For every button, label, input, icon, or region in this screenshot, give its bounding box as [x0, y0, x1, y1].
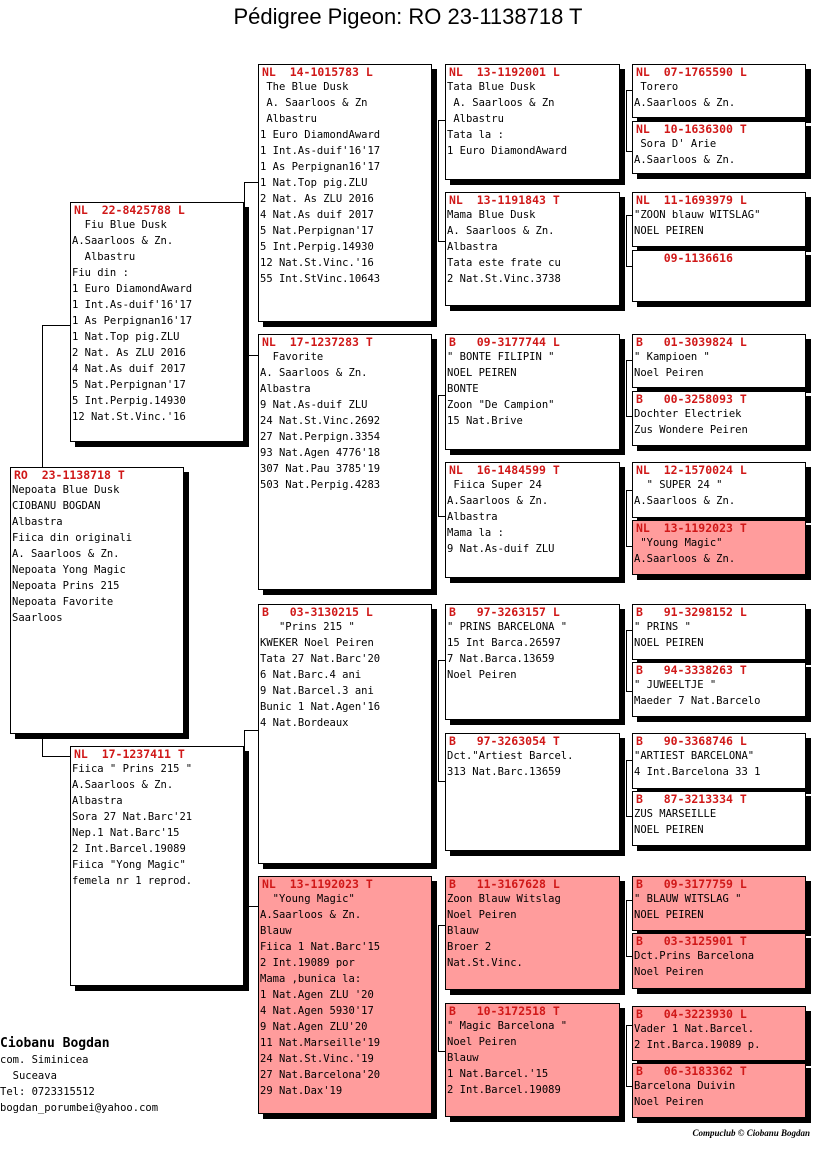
pigeon-info [259, 891, 431, 1099]
ring-number: NL 12-1570024 L [636, 463, 747, 477]
info-line: 1 Nat.Agen ZLU '20 [260, 989, 374, 1001]
info-line: Tata este frate cu [447, 257, 561, 269]
connector-father [244, 182, 259, 356]
info-line: 5 Nat.Perpignan'17 [260, 225, 374, 237]
pigeon-info [446, 619, 619, 683]
info-line: NOEL PEIREN [634, 225, 704, 237]
info-line: Zus Wondere Peiren [634, 424, 748, 436]
pigeon-g15 [632, 1006, 806, 1061]
info-line: Blauw [447, 1052, 479, 1064]
info-line: Maeder 7 Nat.Barcelo [634, 695, 761, 707]
info-line: Vader 1 Nat.Barcel. [634, 1023, 755, 1035]
info-line: Albastra [447, 241, 498, 253]
ring-number: B 09-3177759 L [636, 877, 747, 891]
info-line: Noel Peiren [447, 1036, 517, 1048]
info-line: A.Saarloos & Zn. [634, 154, 736, 166]
info-line: Suceava [0, 1070, 57, 1082]
info-line: Barcelona Duivin [634, 1080, 736, 1092]
pigeon-mm [258, 876, 432, 1114]
info-line: 2 Nat.St.Vinc.3738 [447, 273, 561, 285]
info-line: "Prins 215 " [260, 621, 355, 633]
info-line: Zoon Blauw Witslag [447, 893, 561, 905]
info-line: Broer 2 [447, 941, 492, 953]
info-line: Fiica Super 24 [447, 479, 542, 491]
info-line: 2 Int.Barca.19089 p. [634, 1039, 761, 1051]
info-line: 1 As Perpignan16'17 [72, 315, 193, 327]
info-line: NOEL PEIREN [634, 909, 704, 921]
info-line: NOEL PEIREN [447, 367, 517, 379]
info-line: Fiu din : [72, 267, 129, 279]
ring-number: NL 17-1237411 T [74, 747, 185, 761]
info-line: 24 Nat.St.Vinc.2692 [260, 415, 381, 427]
pigeon-fmf [445, 334, 620, 450]
pigeon-g2 [632, 121, 806, 174]
pigeon-info [633, 79, 805, 111]
info-line: Nepoata Yong Magic [12, 564, 126, 576]
info-line: " Magic Barcelona " [447, 1020, 568, 1032]
pigeon-info [259, 79, 431, 287]
info-line: 2 Nat. As ZLU 2016 [260, 193, 374, 205]
ring-number: B 10-3172518 T [449, 1004, 560, 1018]
info-line: 93 Nat.Agen 4776'18 [260, 447, 381, 459]
info-line: Dct.Prins Barcelona [634, 950, 755, 962]
info-line: A.Saarloos & Zn. [72, 779, 174, 791]
pigeon-info [259, 619, 431, 731]
info-line: Zoon "De Campion" [447, 399, 555, 411]
info-line: Mama Blue Dusk [447, 209, 536, 221]
info-line: 4 Nat.As duif 2017 [72, 363, 186, 375]
info-line: Tata la : [447, 129, 504, 141]
pigeon-g1 [632, 64, 806, 118]
ring-number: NL 10-1636300 T [636, 122, 747, 136]
info-line: Noel Peiren [634, 966, 704, 978]
pigeon-mmf [445, 876, 620, 990]
info-line: Saarloos [12, 612, 63, 624]
info-line: Albastru [260, 113, 317, 125]
ring-number: B 94-3338263 T [636, 663, 747, 677]
info-line: Tata 27 Nat.Barc'20 [260, 653, 381, 665]
ring-number: NL 22-8425788 L [74, 203, 185, 217]
pigeon-info [259, 349, 431, 493]
info-line: 7 Nat.Barca.13659 [447, 653, 555, 665]
pigeon-info [446, 207, 619, 287]
pigeon-info [446, 477, 619, 557]
ring-number: NL 16-1484599 T [449, 463, 560, 477]
ring-number: B 00-3258093 T [636, 392, 747, 406]
pigeon-g8 [632, 520, 806, 575]
info-line: com. Siminicea [0, 1054, 89, 1066]
info-line: 5 Nat.Perpignan'17 [72, 379, 186, 391]
info-line: 15 Nat.Brive [447, 415, 523, 427]
info-line: " BLAUW WITSLAG " [634, 893, 742, 905]
info-line: Favorite [260, 351, 324, 363]
pigeon-info [633, 477, 805, 509]
info-line: Blauw [447, 925, 479, 937]
page-title: Pédigree Pigeon: RO 23-1138718 T [233, 4, 583, 29]
info-line: 307 Nat.Pau 3785'19 [260, 463, 381, 475]
info-line: Dct."Artiest Barcel. [447, 750, 574, 762]
info-line: Nepoata Blue Dusk [12, 484, 120, 496]
pigeon-mmm [445, 1003, 620, 1117]
info-line: Fiica 1 Nat.Barc'15 [260, 941, 381, 953]
ring-number: B 11-3167628 L [449, 877, 560, 891]
info-line: Albastra [447, 511, 498, 523]
info-line: 313 Nat.Barc.13659 [447, 766, 561, 778]
info-line: Noel Peiren [447, 909, 517, 921]
pigeon-info [71, 761, 243, 889]
pigeon-g9 [632, 604, 806, 660]
ring-number: NL 14-1015783 L [262, 65, 373, 79]
info-line: 2 Int.19089 por [260, 957, 355, 969]
ring-number: B 03-3130215 L [262, 605, 373, 619]
connector-mother [244, 730, 259, 907]
pigeon-fff [445, 64, 620, 180]
info-line: 1 Euro DiamondAward [447, 145, 568, 157]
info-line: A.Saarloos & Zn. [634, 553, 736, 565]
pigeon-mother [70, 746, 244, 986]
info-line: 1 Nat.Top pig.ZLU [72, 331, 180, 343]
info-line: KWEKER Noel Peiren [260, 637, 374, 649]
pigeon-info [633, 619, 805, 651]
info-line: "Young Magic" [634, 537, 723, 549]
info-line: " BONTE FILIPIN " [447, 351, 555, 363]
pigeon-g12 [632, 791, 806, 846]
info-line: ZUS MARSEILLE [634, 808, 717, 820]
info-line: Mama la : [447, 527, 504, 539]
info-line: 1 Euro DiamondAward [260, 129, 381, 141]
info-line: 4 Nat.Agen 5930'17 [260, 1005, 374, 1017]
ring-number: 09-1136616 [636, 251, 733, 265]
info-line: Noel Peiren [447, 669, 517, 681]
info-line: 2 Int.Barcel.19089 [72, 843, 186, 855]
pigeon-mff [445, 604, 620, 720]
pigeon-g5 [632, 334, 806, 388]
breeder-details [0, 1052, 200, 1116]
info-line: Mama ,bunica la: [260, 973, 362, 985]
info-line: "ZOON blauw WITSLAG" [634, 209, 761, 221]
info-line: 12 Nat.St.Vinc.'16 [260, 257, 374, 269]
ring-number: NL 07-1765590 L [636, 65, 747, 79]
info-line: 5 Int.Perpig.14930 [260, 241, 374, 253]
pigeon-info [446, 748, 619, 780]
pigeon-info [633, 748, 805, 780]
info-line: A. Saarloos & Zn. [447, 225, 555, 237]
info-line: 1 Nat.Top pig.ZLU [260, 177, 368, 189]
info-line: Fiica "Yong Magic" [72, 859, 186, 871]
info-line: A. Saarloos & Zn [260, 97, 368, 109]
pigeon-info [71, 217, 243, 425]
info-line: bogdan_porumbei@yahoo.com [0, 1102, 159, 1114]
info-line: NOEL PEIREN [634, 824, 704, 836]
ring-number: NL 13-1192023 T [262, 877, 373, 891]
info-line: Tel: 0723315512 [0, 1086, 95, 1098]
info-line: Noel Peiren [634, 367, 704, 379]
info-line: Fiica " Prins 215 " [72, 763, 193, 775]
ring-number: RO 23-1138718 T [14, 468, 125, 482]
pigeon-info [633, 207, 805, 239]
info-line: 1 Nat.Barcel.'15 [447, 1068, 549, 1080]
ring-number: B 90-3368746 L [636, 734, 747, 748]
info-line: 4 Nat.As duif 2017 [260, 209, 374, 221]
info-line: Albastra [72, 795, 123, 807]
info-line: 9 Nat.As-duif ZLU [447, 543, 555, 555]
pigeon-info [11, 482, 183, 626]
info-line: Nat.St.Vinc. [447, 957, 523, 969]
info-line: 24 Nat.St.Vinc.'19 [260, 1053, 374, 1065]
info-line: 503 Nat.Perpig.4283 [260, 479, 381, 491]
ring-number: B 01-3039824 L [636, 335, 747, 349]
info-line: 9 Nat.Barcel.3 ani [260, 685, 374, 697]
ring-number: B 91-3298152 L [636, 605, 747, 619]
info-line: 2 Int.Barcel.19089 [447, 1084, 561, 1096]
pigeon-ffm [445, 192, 620, 306]
info-line: A.Saarloos & Zn. [260, 909, 362, 921]
pigeon-info [633, 806, 805, 838]
info-line: " PRINS " [634, 621, 691, 633]
breeder-info [0, 1036, 200, 1116]
pigeon-mf [258, 604, 432, 864]
info-line: 1 As Perpignan16'17 [260, 161, 381, 173]
info-line: 29 Nat.Dax'19 [260, 1085, 343, 1097]
info-line: 27 Nat.Barcelona'20 [260, 1069, 381, 1081]
ring-number: B 09-3177744 L [449, 335, 560, 349]
info-line: A. Saarloos & Zn [447, 97, 555, 109]
info-line: "ARTIEST BARCELONA" [634, 750, 755, 762]
info-line: Sora 27 Nat.Barc'21 [72, 811, 193, 823]
breeder-name: Ciobanu Bogdan [0, 1036, 110, 1051]
info-line: BONTE [447, 383, 479, 395]
info-line: " JUWEELTJE " [634, 679, 717, 691]
info-line: 11 Nat.Marseille'19 [260, 1037, 381, 1049]
info-line: Sora D' Arie [634, 138, 717, 150]
ring-number: NL 13-1192023 T [636, 521, 747, 535]
pigeon-info [446, 79, 619, 159]
info-line: Albastru [72, 251, 136, 263]
ring-number: B 87-3213334 T [636, 792, 747, 806]
pigeon-info [446, 349, 619, 429]
info-line: 1 Euro DiamondAward [72, 283, 193, 295]
pigeon-g16 [632, 1063, 806, 1118]
pigeon-info [633, 677, 805, 709]
pigeon-info [446, 891, 619, 971]
pigeon-info [446, 1018, 619, 1098]
info-line: femela nr 1 reprod. [72, 875, 193, 887]
pigeon-g6 [632, 391, 806, 446]
pigeon-info [633, 948, 805, 980]
info-line: Albastra [12, 516, 63, 528]
info-line: Blauw [260, 925, 292, 937]
info-line: Torero [634, 81, 679, 93]
info-line: Noel Peiren [634, 1096, 704, 1108]
info-line: 1 Int.As-duif'16'17 [260, 145, 381, 157]
info-line: 15 Int Barca.26597 [447, 637, 561, 649]
pigeon-info [633, 891, 805, 923]
info-line: A. Saarloos & Zn. [260, 367, 368, 379]
info-line: Nepoata Prins 215 [12, 580, 120, 592]
pigeon-father [70, 202, 244, 442]
ring-number: B 06-3183362 T [636, 1064, 747, 1078]
info-line: Albastru [447, 113, 504, 125]
info-line: Fiica din originali [12, 532, 133, 544]
info-line: " SUPER 24 " [634, 479, 723, 491]
info-line: 4 Nat.Bordeaux [260, 717, 349, 729]
info-line: " Kampioen " [634, 351, 710, 363]
info-line: A. Saarloos & Zn. [12, 548, 120, 560]
info-line: 6 Nat.Barc.4 ani [260, 669, 362, 681]
pigeon-g7 [632, 462, 806, 518]
ring-number: B 04-3223930 L [636, 1007, 747, 1021]
info-line: 5 Int.Perpig.14930 [72, 395, 186, 407]
info-line: A.Saarloos & Zn. [447, 495, 549, 507]
pigeon-fmm [445, 462, 620, 578]
info-line: 27 Nat.Perpign.3354 [260, 431, 381, 443]
info-line: A.Saarloos & Zn. [634, 97, 736, 109]
pigeon-info [633, 535, 805, 567]
info-line: The Blue Dusk [260, 81, 349, 93]
pigeon-g3 [632, 192, 806, 247]
info-line: Fiu Blue Dusk [72, 219, 167, 231]
info-line: NOEL PEIREN [634, 637, 704, 649]
pigeon-g11 [632, 733, 806, 789]
pigeon-g10 [632, 662, 806, 717]
pigeon-g13 [632, 876, 806, 931]
ring-number: B 97-3263054 T [449, 734, 560, 748]
info-line: " PRINS BARCELONA " [447, 621, 568, 633]
info-line: Tata Blue Dusk [447, 81, 536, 93]
pigeon-info [633, 1021, 805, 1053]
pigeon-info [633, 136, 805, 168]
info-line: CIOBANU BOGDAN [12, 500, 101, 512]
info-line: 12 Nat.St.Vinc.'16 [72, 411, 186, 423]
ring-number: B 03-3125901 T [636, 934, 747, 948]
info-line: Nep.1 Nat.Barc'15 [72, 827, 180, 839]
pigeon-ff [258, 64, 432, 322]
footer-credit: Compuclub © Ciobanu Bogdan [692, 1128, 810, 1138]
pigeon-mfm [445, 733, 620, 851]
ring-number: NL 17-1237283 T [262, 335, 373, 349]
info-line: 4 Int.Barcelona 33 1 [634, 766, 761, 778]
pigeon-g4 [632, 250, 806, 302]
ring-number: NL 11-1693979 L [636, 193, 747, 207]
pigeon-info [633, 1078, 805, 1110]
info-line: 9 Nat.As-duif ZLU [260, 399, 368, 411]
pigeon-g14 [632, 933, 806, 989]
ring-number: B 97-3263157 L [449, 605, 560, 619]
info-line: Bunic 1 Nat.Agen'16 [260, 701, 381, 713]
pigeon-subject [10, 467, 184, 734]
pigeon-info [633, 406, 805, 438]
info-line: 1 Int.As-duif'16'17 [72, 299, 193, 311]
pigeon-info [633, 349, 805, 381]
pigeon-fm [258, 334, 432, 590]
info-line: A.Saarloos & Zn. [72, 235, 174, 247]
ring-number: NL 13-1191843 T [449, 193, 560, 207]
info-line: "Young Magic" [260, 893, 355, 905]
info-line: 55 Int.StVinc.10643 [260, 273, 381, 285]
info-line: Dochter Electriek [634, 408, 742, 420]
info-line: 9 Nat.Agen ZLU'20 [260, 1021, 368, 1033]
ring-number: NL 13-1192001 L [449, 65, 560, 79]
info-line: 2 Nat. As ZLU 2016 [72, 347, 186, 359]
info-line: Albastra [260, 383, 311, 395]
info-line: A.Saarloos & Zn. [634, 495, 736, 507]
info-line: Nepoata Favorite [12, 596, 114, 608]
